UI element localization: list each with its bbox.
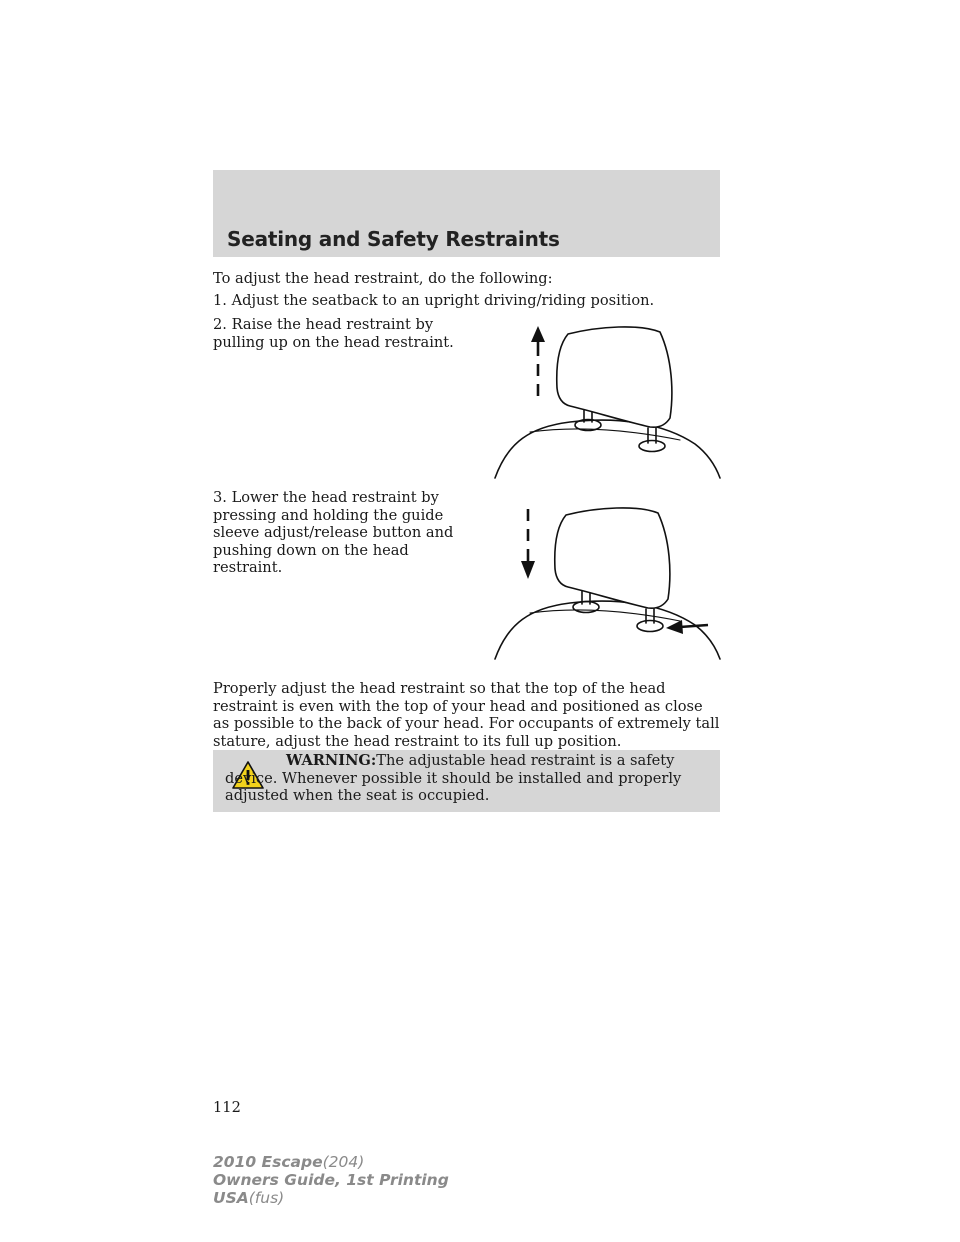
warning-body: The adjustable head restraint is a safety device. Whenever possible it should be installed and properly adjusted when the seat is occupied. <box>225 752 682 804</box>
footer-model: 2010 Escape <box>213 1153 323 1171</box>
warning-box <box>213 750 720 812</box>
intro-text: To adjust the head restraint, do the following: <box>213 270 553 287</box>
warning-label: WARNING: <box>286 752 377 769</box>
raise-head-restraint-illustration <box>490 322 730 482</box>
step-1-text: 1. Adjust the seatback to an upright driving/riding position. <box>213 292 655 309</box>
section-header-band <box>213 170 720 257</box>
footer-region: USA <box>213 1189 249 1207</box>
footer-edition: Owners Guide, 1st Printing <box>213 1171 449 1189</box>
lower-head-restraint-illustration <box>490 503 730 663</box>
adjustment-paragraph: Properly adjust the head restraint so that the top of the head restraint is even with the top of your head and positioned as close as possible to the back of your head. For occupants of extremely tall stature, adjust the head restraint to its full up position. <box>213 680 720 750</box>
page-number: 112 <box>213 1099 241 1116</box>
step-2-text: 2. Raise the head restraint by pulling up on the head restraint. <box>213 316 454 351</box>
section-title: Seating and Safety Restraints <box>227 227 560 251</box>
print-footer <box>213 1153 449 1207</box>
footer-model-code: (204) <box>322 1153 365 1171</box>
warning-text <box>225 752 715 805</box>
footer-region-code: (fus) <box>248 1189 285 1207</box>
step-3-text: 3. Lower the head restraint by pressing and holding the guide sleeve adjust/release button and pushing down on the head restraint. <box>213 489 454 576</box>
